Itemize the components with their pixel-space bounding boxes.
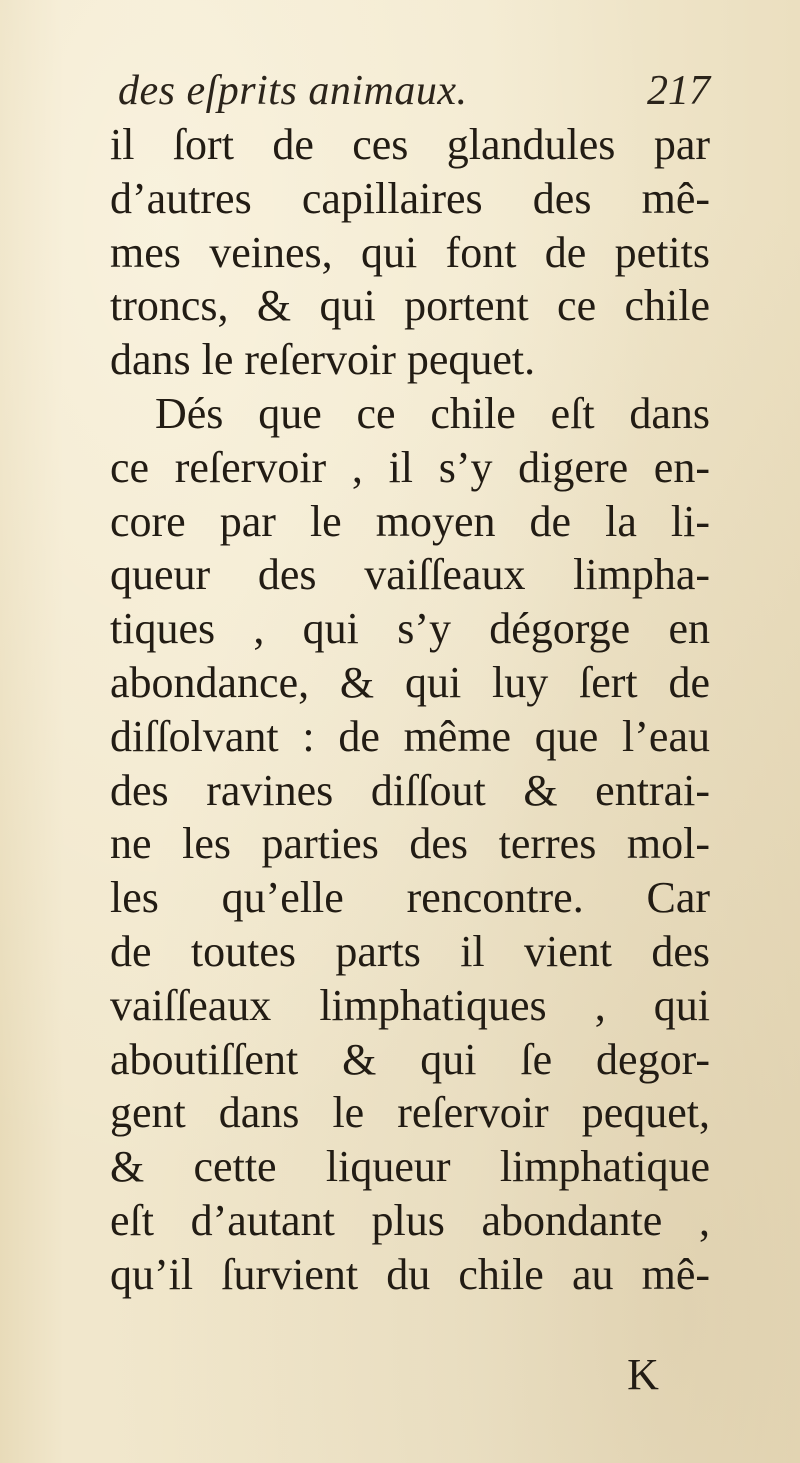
- text-line: d’autres capillaires des mê-: [110, 173, 710, 223]
- running-title: des eſprits animaux.: [118, 68, 468, 114]
- text-line: tiques , qui s’y dégorge en: [110, 604, 710, 654]
- body-text: [110, 118, 710, 1302]
- text-line: eſt d’autant plus abondante ,: [110, 1195, 710, 1245]
- text-line: ne les parties des terres mol-: [110, 819, 710, 869]
- text-line: il ſort de ces glandules par: [110, 120, 710, 169]
- text-line: diſſolvant : de même que l’eau: [110, 711, 710, 761]
- text-line: core par le moyen de la li-: [110, 496, 710, 546]
- text-line: de toutes parts il vient des: [110, 926, 710, 976]
- text-line: des ravines diſſout & entrai-: [110, 765, 710, 815]
- text-line: les qu’elle rencontre. Car: [110, 873, 710, 923]
- text-line: gent dans le reſervoir pequet,: [110, 1088, 710, 1138]
- text-line: troncs, & qui portent ce chile: [110, 281, 710, 331]
- text-line: Dés que ce chile eſt dans: [155, 388, 710, 438]
- text-line: aboutiſſent & qui ſe degor-: [110, 1034, 710, 1084]
- text-line: abondance, & qui luy ſert de: [110, 657, 710, 707]
- text-line: dans le reſervoir pequet.: [110, 335, 536, 385]
- text-line: queur des vaiſſeaux limpha-: [110, 550, 710, 600]
- page-number: 217: [647, 68, 710, 114]
- text-line: vaiſſeaux limphatiques , qui: [110, 980, 710, 1030]
- signature-mark: K: [627, 1350, 659, 1399]
- page-header: [110, 66, 710, 116]
- text-line: & cette liqueur limphatique: [110, 1142, 710, 1192]
- text-line: mes veines, qui font de petits: [110, 227, 710, 277]
- text-line: ce reſervoir , il s’y digere en-: [110, 442, 710, 492]
- text-line: qu’il ſurvient du chile au mê-: [110, 1249, 710, 1299]
